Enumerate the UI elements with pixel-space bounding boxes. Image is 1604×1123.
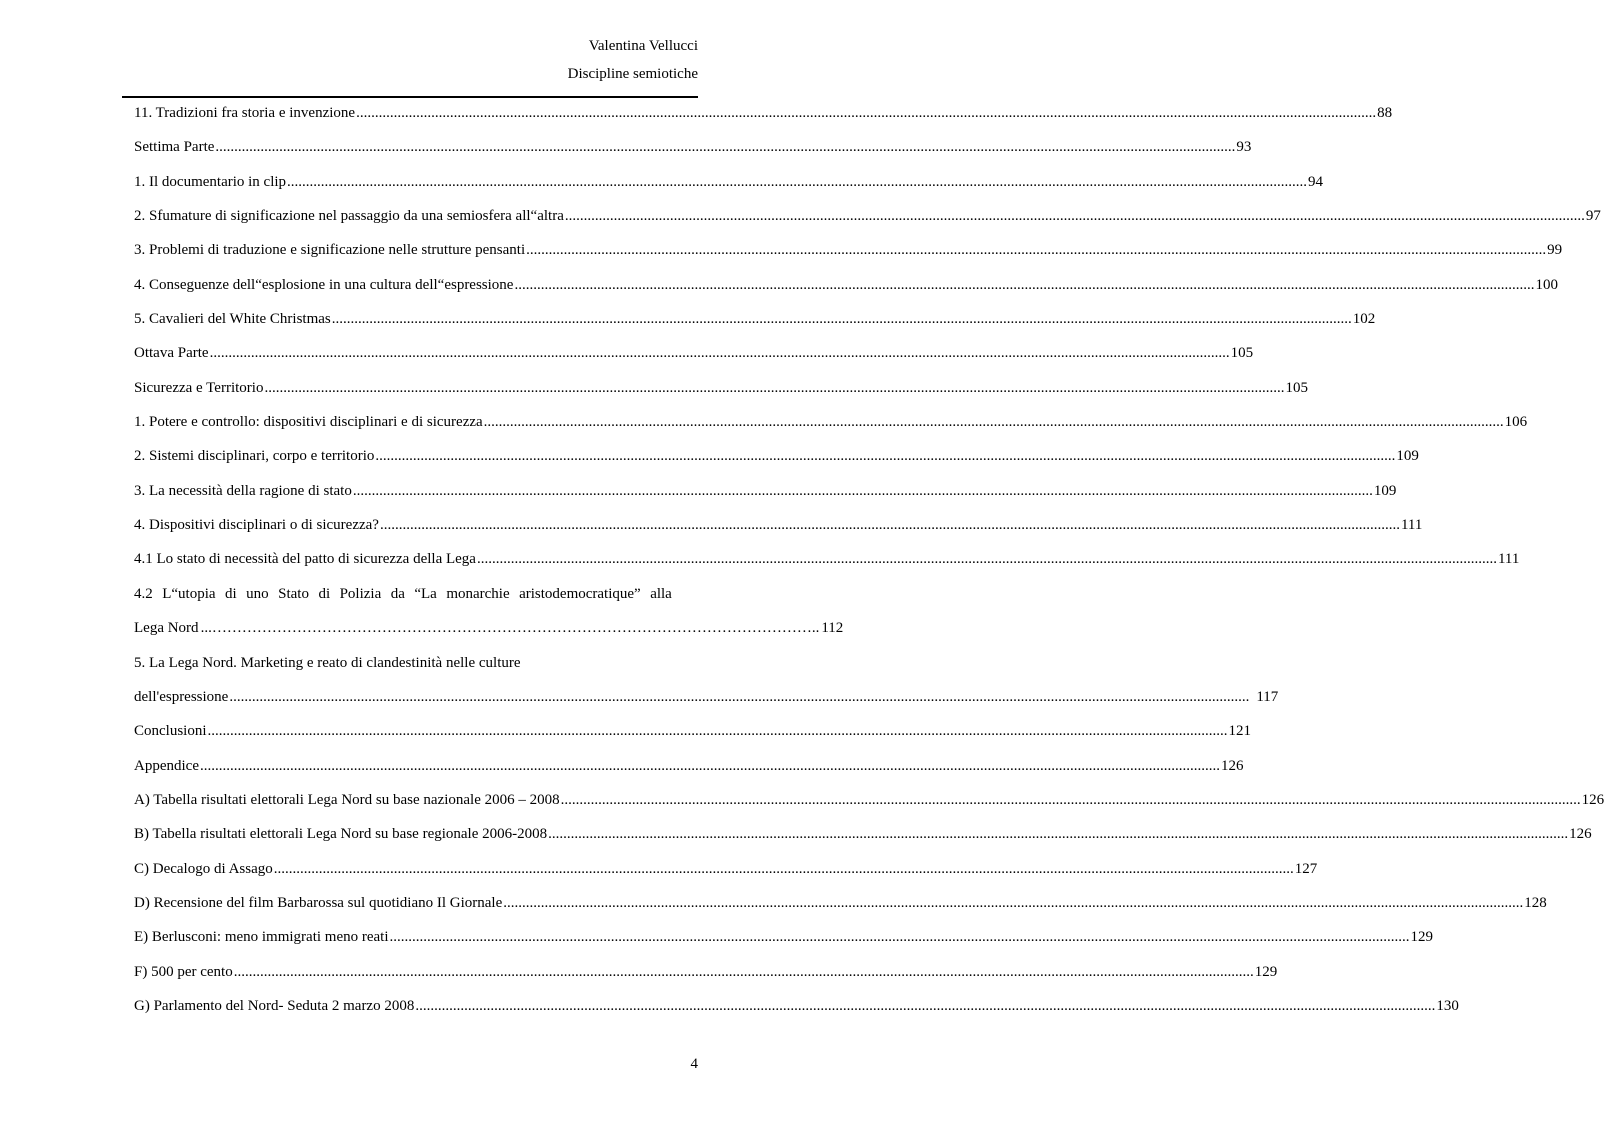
header-rule [122, 96, 698, 98]
toc-word: Polizia [339, 585, 382, 602]
toc-entry-title: 4.1 Lo stato di necessità del patto di sicurezza della Lega [134, 551, 476, 568]
toc-entry-page: 130 [1436, 997, 1459, 1014]
toc-entry-title: dell'espressione [134, 688, 229, 705]
toc-entry-page: 121 [1228, 723, 1252, 740]
toc-leader [234, 962, 1254, 982]
toc-entry-page: 127 [1294, 860, 1318, 877]
toc-leader [526, 240, 1546, 260]
toc-entry-title: Settima Parte [134, 139, 215, 156]
toc-entry[interactable] [134, 959, 1278, 993]
toc-entry-page: 100 [1535, 276, 1558, 293]
header-author: Valentina Vellucci [588, 38, 698, 54]
toc-entry[interactable] [134, 478, 1397, 512]
header-subtitle: Discipline semiotiche [567, 66, 698, 82]
toc-leader [287, 172, 1307, 192]
toc-entry-title: 2. Sfumature di significazione nel passaggio da una semiosfera all“altra [134, 208, 564, 225]
toc-entry[interactable] [134, 924, 1434, 958]
toc-entry-page: 106 [1504, 414, 1528, 431]
toc-entry-page: 126 [1581, 791, 1604, 808]
toc-entry[interactable] [134, 306, 1376, 340]
toc-entry[interactable] [134, 753, 1244, 787]
toc-entry-page: 129 [1254, 963, 1278, 980]
toc-entry-title: Appendice [134, 757, 199, 774]
toc-word: di [225, 585, 237, 602]
toc-entry[interactable] [134, 272, 1558, 306]
toc-entry-title: Conclusioni [134, 723, 207, 740]
toc-entry-title: 5. La Lega Nord. Marketing e reato di clandestinità nelle culture [134, 654, 521, 671]
toc-entry-title: 4. Conseguenze dell“esplosione in una cultura dell“espressione [134, 276, 514, 293]
toc-entry-page: 88 [1377, 105, 1393, 121]
toc-leader: ...………………………………………………………………………………………………………….. [200, 620, 820, 637]
toc-entry[interactable] [134, 512, 1423, 546]
toc-entry[interactable] [134, 856, 1318, 890]
toc-leader [274, 859, 1294, 879]
toc-word: uno [246, 585, 269, 602]
toc-word: aristodemocratique” [519, 585, 641, 602]
toc-leader [561, 790, 1581, 810]
toc-entry[interactable] [134, 718, 1252, 752]
toc-entry[interactable] [134, 134, 1252, 168]
toc-leader [264, 378, 1284, 398]
toc-entry[interactable] [134, 821, 1592, 855]
toc-word: 4.2 [134, 585, 153, 602]
toc-entry-title: 2. Sistemi disciplinari, corpo e territorio [134, 448, 375, 465]
toc-entry-page: 126 [1220, 757, 1244, 774]
toc-entry-multiline-line2[interactable] [134, 615, 844, 649]
toc-entry-page: 109 [1396, 448, 1419, 465]
toc-leader [210, 343, 1230, 363]
toc-entry[interactable] [134, 443, 1419, 477]
toc-leader [565, 206, 1585, 226]
toc-entry[interactable] [134, 993, 1459, 1027]
toc-leader [503, 893, 1523, 913]
toc-entry[interactable] [134, 787, 1604, 821]
toc-entry-page: 111 [1497, 551, 1520, 568]
toc-entry-page: 105 [1285, 379, 1308, 396]
toc-leader [484, 412, 1504, 432]
toc-entry-page: 97 [1585, 208, 1601, 225]
toc-entry-page: 105 [1230, 345, 1254, 362]
toc-entry-title: A) Tabella risultati elettorali Lega Nord su base nazionale 2006 – 2008 [134, 791, 560, 808]
toc-entry-page: 111 [1400, 517, 1423, 534]
page-number: 4 [690, 1056, 698, 1072]
toc-leader [375, 446, 1395, 466]
toc-entry-page: 112 [821, 620, 844, 637]
toc-word: monarchie [446, 585, 510, 602]
toc-entry-title: 11. Tradizioni fra storia e invenzione [134, 105, 356, 121]
toc-entry-page: 117 [1256, 688, 1279, 705]
toc-word: alla [650, 585, 672, 602]
toc-leader [208, 721, 1228, 741]
toc-entry[interactable] [134, 890, 1547, 924]
toc-entry-page: 102 [1352, 311, 1376, 328]
toc-word: L“utopia [162, 585, 216, 602]
toc-entry-title: Lega Nord [134, 620, 199, 637]
toc-entry-title: Sicurezza e Territorio [134, 379, 264, 396]
toc-leader [477, 549, 1497, 569]
toc-entry-page: 93 [1236, 139, 1252, 156]
toc-entry-page: 94 [1308, 173, 1324, 190]
toc-entry-multiline-line1[interactable] [134, 581, 672, 615]
toc-entry-title: F) 500 per cento [134, 963, 233, 980]
toc-entry-multiline-line1[interactable] [134, 650, 672, 684]
toc-entry[interactable] [134, 169, 1324, 203]
toc-entry[interactable] [134, 409, 1528, 443]
toc-leader [332, 309, 1352, 329]
toc-leader [215, 137, 1235, 157]
toc-word: da [390, 585, 405, 602]
toc-entry-page: 129 [1410, 929, 1434, 946]
toc-leader [200, 756, 1220, 776]
toc-entry-title: Ottava Parte [134, 345, 209, 362]
toc-entry-title: 3. Problemi di traduzione e significazione nelle strutture pensanti [134, 242, 526, 259]
toc-leader [548, 824, 1568, 844]
toc-entry[interactable] [134, 375, 1308, 409]
toc-word: “La [414, 585, 437, 602]
toc-entry-title: 1. Potere e controllo: dispositivi disciplinari e di sicurezza [134, 414, 483, 431]
toc-entry[interactable] [134, 340, 1254, 374]
toc-leader [380, 515, 1400, 535]
toc-entry-multiline-line2[interactable] [134, 684, 1279, 718]
toc-word: Stato [278, 585, 309, 602]
toc-entry-title: 3. La necessità della ragione di stato [134, 482, 352, 499]
toc-leader [229, 687, 1249, 707]
toc-entry[interactable] [134, 237, 1563, 271]
toc-leader [353, 481, 1373, 501]
toc-entry-title: G) Parlamento del Nord- Seduta 2 marzo 2008 [134, 997, 415, 1014]
toc-entry-title: B) Tabella risultati elettorali Lega Nord su base regionale 2006-2008 [134, 826, 548, 843]
toc-entry[interactable] [134, 100, 1393, 134]
toc-entry-page: 99 [1547, 242, 1563, 259]
toc-entry-title: C) Decalogo di Assago [134, 860, 273, 877]
toc-leader [356, 103, 1376, 123]
toc-entry-title: 5. Cavalieri del White Christmas [134, 311, 331, 328]
toc-leader [390, 927, 1410, 947]
toc-entry-title: 4. Dispositivi disciplinari o di sicurezza? [134, 517, 379, 534]
toc-entry-page: 126 [1569, 826, 1592, 843]
toc-leader [514, 275, 1534, 295]
toc-word: di [318, 585, 331, 602]
toc-entry-title: E) Berlusconi: meno immigrati meno reati [134, 929, 389, 946]
table-of-contents [134, 100, 1604, 1027]
toc-entry[interactable] [134, 546, 1520, 580]
toc-entry-title: D) Recensione del film Barbarossa sul quotidiano Il Giornale [134, 894, 503, 911]
toc-leader [415, 996, 1435, 1016]
toc-entry-title: 1. Il documentario in clip [134, 173, 287, 190]
toc-entry-page: 128 [1524, 894, 1547, 911]
toc-entry[interactable] [134, 203, 1601, 237]
toc-entry-page: 109 [1373, 482, 1397, 499]
